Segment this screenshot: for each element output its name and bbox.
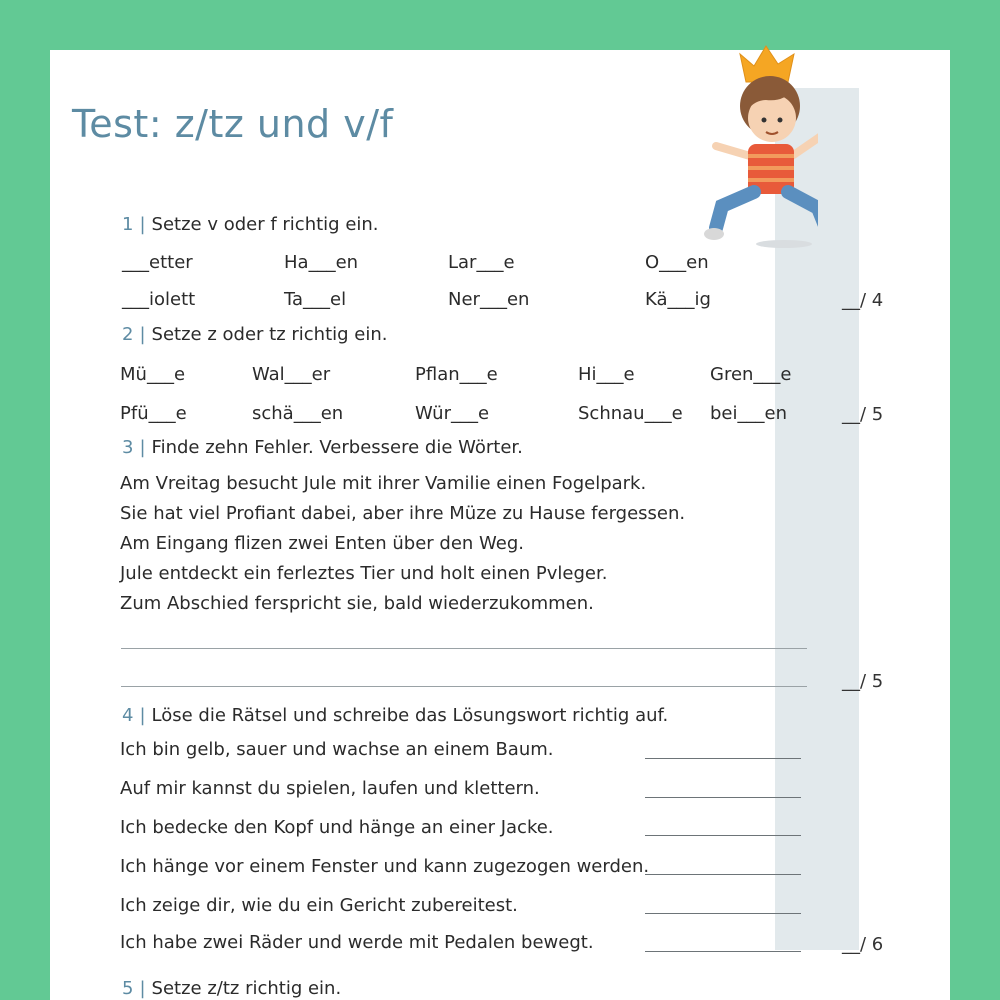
score-field-task-2[interactable]: __/ 5	[842, 404, 884, 425]
riddle-text: Ich bin gelb, sauer und wachse an einem Baum.	[120, 739, 554, 760]
score-field-task-4[interactable]: __/ 6	[842, 934, 884, 955]
fill-word[interactable]: Wal___er	[252, 364, 331, 385]
riddle-answer-line[interactable]	[645, 758, 801, 759]
task-1-heading	[122, 214, 379, 235]
answer-line[interactable]	[121, 648, 807, 649]
fill-word[interactable]: Pflan___e	[415, 364, 498, 385]
task-separator: |	[139, 705, 146, 726]
task-2-heading	[122, 324, 387, 345]
fill-word[interactable]: Ha___en	[284, 252, 359, 273]
task-number: 4	[122, 705, 134, 726]
story-line: Am Vreitag besucht Jule mit ihrer Vamilie einen Fogelpark.	[120, 473, 647, 494]
task-number: 5	[122, 978, 134, 999]
fill-word[interactable]: Pfü___e	[120, 403, 187, 424]
riddle-text: Ich hänge vor einem Fenster und kann zugezogen werden.	[120, 856, 650, 877]
fill-word[interactable]: Schnau___e	[578, 403, 683, 424]
fill-word[interactable]: Wür___e	[415, 403, 490, 424]
fill-word[interactable]: Mü___e	[120, 364, 186, 385]
task-number: 3	[122, 437, 134, 458]
riddle-answer-line[interactable]	[645, 951, 801, 952]
fill-word[interactable]: schä___en	[252, 403, 344, 424]
fill-word[interactable]: Ner___en	[448, 289, 530, 310]
fill-word[interactable]: ___iolett	[122, 289, 196, 310]
riddle-answer-line[interactable]	[645, 913, 801, 914]
task-number: 1	[122, 214, 134, 235]
riddle-text: Ich zeige dir, wie du ein Gericht zubereitest.	[120, 895, 518, 916]
fill-word[interactable]: Kä___ig	[645, 289, 711, 310]
task-5-heading	[122, 978, 341, 999]
riddle-answer-line[interactable]	[645, 874, 801, 875]
fill-word[interactable]: Ta___el	[284, 289, 347, 310]
task-separator: |	[139, 437, 146, 458]
task-separator: |	[139, 214, 146, 235]
answer-line[interactable]	[121, 686, 807, 687]
score-field-task-3[interactable]: __/ 5	[842, 671, 884, 692]
task-number: 2	[122, 324, 134, 345]
task-separator: |	[139, 324, 146, 345]
fill-word[interactable]: Gren___e	[710, 364, 792, 385]
fill-word[interactable]: Lar___e	[448, 252, 515, 273]
score-field-task-1[interactable]: __/ 4	[842, 290, 884, 311]
task-4-heading	[122, 705, 668, 726]
story-line: Sie hat viel Profiant dabei, aber ihre Müze zu Hause fergessen.	[120, 503, 686, 524]
page-title: Test: z/tz und v/f	[72, 102, 394, 146]
story-line: Am Eingang flizen zwei Enten über den Weg.	[120, 533, 524, 554]
fill-word[interactable]: O___en	[645, 252, 709, 273]
story-line: Zum Abschied ferspricht sie, bald wiederzukommen.	[120, 593, 594, 614]
task-instruction: Setze v oder f richtig ein.	[151, 214, 379, 235]
story-line: Jule entdeckt ein ferleztes Tier und holt einen Pvleger.	[120, 563, 608, 584]
riddle-text: Ich bedecke den Kopf und hänge an einer Jacke.	[120, 817, 554, 838]
riddle-answer-line[interactable]	[645, 797, 801, 798]
fill-word[interactable]: Hi___e	[578, 364, 635, 385]
fill-word[interactable]: ___etter	[122, 252, 193, 273]
boy-with-crown-illustration	[688, 24, 818, 254]
task-instruction: Finde zehn Fehler. Verbessere die Wörter.	[151, 437, 523, 458]
task-instruction: Setze z oder tz richtig ein.	[151, 324, 388, 345]
riddle-text: Auf mir kannst du spielen, laufen und klettern.	[120, 778, 540, 799]
task-instruction: Setze z/tz richtig ein.	[151, 978, 342, 999]
task-3-heading	[122, 437, 523, 458]
task-instruction: Löse die Rätsel und schreibe das Lösungswort richtig auf.	[151, 705, 669, 726]
riddle-answer-line[interactable]	[645, 835, 801, 836]
task-separator: |	[139, 978, 146, 999]
fill-word[interactable]: bei___en	[710, 403, 787, 424]
riddle-text: Ich habe zwei Räder und werde mit Pedalen bewegt.	[120, 932, 594, 953]
